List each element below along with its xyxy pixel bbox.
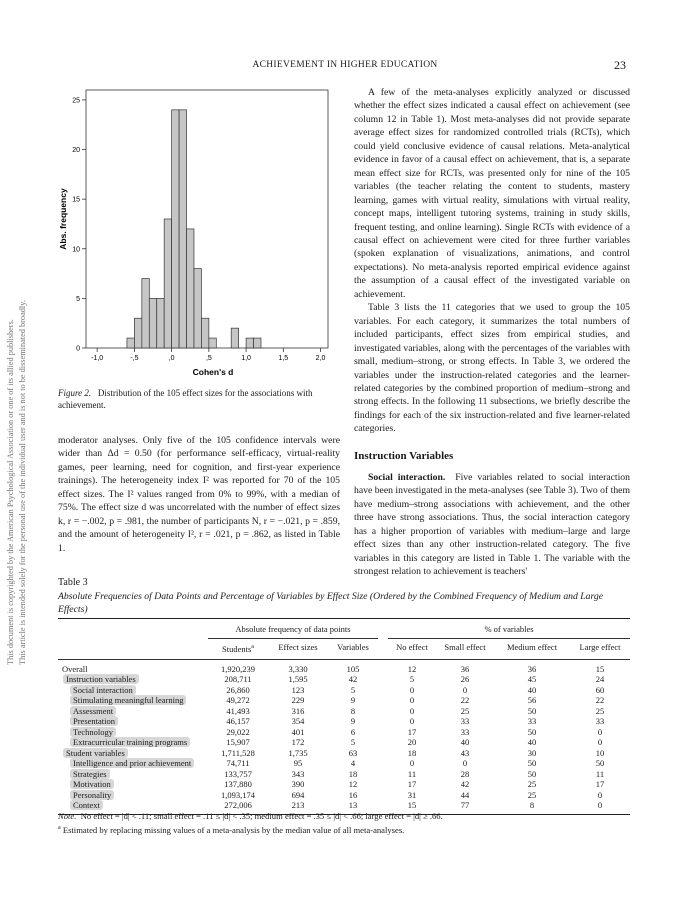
cell-no-effect: 20 [407, 737, 417, 748]
cell-variables: 12 [348, 779, 358, 790]
plot-frame [86, 90, 328, 348]
table-row [58, 716, 630, 727]
histogram-bar [231, 328, 238, 348]
row-label [58, 748, 208, 759]
histogram-bar [164, 219, 171, 348]
cell-no-effect: 17 [407, 779, 417, 790]
cell-effect-sizes: 354 [291, 716, 305, 727]
cell-variables: 13 [348, 800, 358, 811]
col-header-medium-effect: Medium effect [494, 638, 570, 659]
table-title: Absolute Frequencies of Data Points and Percentage of Variables by Effect Size (Ordered by the Combined Frequency of Medium and Large Effects) [58, 591, 604, 615]
figure-caption-text: Distribution of the 105 effect sizes for the associations with achievement. [58, 388, 313, 410]
right-paragraph-3-text: Five variables related to social interaction have been investigated in the meta-analyses (see Table 3). Two of them have medium–strong associations with achievement, and the other three have strong associations. Thus, the social interaction category has a higher proportion of variables with medium–large and large effect sizes than any other instruction-related category. The five variables in this category are listed in Table 1. The variable with the strongest relation to achievement is teachers' [354, 471, 630, 577]
cell-large-effect: 22 [595, 695, 605, 706]
figure-caption [58, 387, 340, 411]
cell-large-effect: 17 [595, 779, 605, 790]
cell-small-effect: 77 [460, 800, 470, 811]
cell-effect-sizes: 1,735 [288, 747, 308, 758]
cell-students: 15,907 [226, 737, 250, 748]
spacer-cell [378, 758, 388, 769]
row-label [58, 737, 208, 748]
row-label [58, 685, 208, 696]
histogram-bar [254, 338, 261, 348]
x-tick-label: -1,0 [91, 355, 104, 362]
cell-students: 41,493 [226, 705, 250, 716]
spacer-cell [378, 659, 388, 674]
cell-effect-sizes: 694 [291, 789, 305, 800]
spacer-cell [378, 716, 388, 727]
cell-effect-sizes: 316 [291, 705, 305, 716]
table-row [58, 706, 630, 717]
cell-students: 29,022 [226, 726, 250, 737]
cell-large-effect: 0 [597, 737, 603, 748]
x-tick-label: ,0 [168, 355, 175, 362]
cell-variables: 4 [350, 758, 356, 769]
cell-effect-sizes: 343 [291, 768, 305, 779]
histogram-bar [187, 229, 194, 348]
cell-variables: 18 [348, 768, 358, 779]
histogram-bar [142, 279, 149, 348]
cell-students: 1,920,239 [221, 663, 255, 674]
cell-students: 208,711 [224, 674, 252, 685]
x-tick-label: 1,0 [241, 355, 251, 362]
table-body [58, 659, 630, 814]
cell-variables: 105 [346, 663, 360, 674]
cell-no-effect: 0 [409, 684, 415, 695]
x-axis-label: Cohen's d [192, 367, 234, 377]
table-footnote [58, 823, 630, 836]
row-label [58, 659, 208, 674]
table-row [58, 779, 630, 790]
x-tick-label: 2,0 [315, 355, 326, 362]
x-tick-label: 1,5 [278, 355, 289, 362]
cell-students: 1,093,174 [221, 789, 255, 800]
spacer-cell [378, 695, 388, 706]
cell-medium-effect: 36 [527, 663, 537, 674]
row-label-text: Student variables [63, 748, 128, 758]
cell-effect-sizes: 1,595 [288, 674, 308, 685]
cell-medium-effect: 40 [527, 737, 537, 748]
cell-effect-sizes: 3,330 [288, 663, 308, 674]
running-head: ACHIEVEMENT IN HIGHER EDUCATION [252, 60, 438, 70]
cell-effect-sizes: 401 [291, 726, 305, 737]
cell-medium-effect: 50 [527, 726, 537, 737]
row-label-text: Overall [62, 663, 88, 674]
cell-medium-effect: 50 [527, 758, 537, 769]
y-tick-label: 5 [76, 295, 80, 303]
cell-students: 1,711,528 [221, 747, 255, 758]
copyright-notice [4, 250, 40, 670]
cell-students: 26,860 [226, 684, 250, 695]
row-label [58, 716, 208, 727]
note-label: Note. [58, 811, 77, 821]
cell-students: 49,272 [226, 695, 250, 706]
y-tick-label: 10 [72, 246, 80, 254]
cell-effect-sizes: 390 [291, 779, 305, 790]
table-3 [58, 618, 630, 815]
cell-large-effect: 0 [597, 726, 603, 737]
cell-large-effect: 15 [595, 663, 605, 674]
cell-no-effect: 0 [409, 695, 415, 706]
table-row [58, 659, 630, 674]
cell-large-effect: 24 [595, 674, 605, 685]
table-number: Table 3 [58, 577, 88, 588]
table-note [58, 811, 630, 836]
y-axis-label: Abs. frequency [58, 188, 68, 250]
col-header-effect-sizes: Effect sizes [268, 638, 328, 659]
histogram-bar [172, 110, 179, 348]
table-row [58, 737, 630, 748]
cell-no-effect: 31 [407, 789, 417, 800]
y-tick-label: 25 [72, 97, 80, 105]
table-row [58, 769, 630, 780]
cell-medium-effect: 50 [527, 768, 537, 779]
table-column-header-row [58, 638, 630, 659]
cell-small-effect: 22 [460, 695, 470, 706]
cell-effect-sizes: 213 [291, 800, 305, 811]
row-label-text: Social interaction [70, 685, 136, 695]
figure-2 [58, 84, 338, 384]
spacer-cell [378, 737, 388, 748]
cell-small-effect: 33 [460, 726, 470, 737]
table-row [58, 685, 630, 696]
cell-small-effect: 28 [460, 768, 470, 779]
cell-small-effect: 36 [460, 663, 470, 674]
cell-variables: 9 [350, 695, 356, 706]
cell-effect-sizes: 95 [293, 758, 303, 769]
spacer-cell [378, 748, 388, 759]
cell-effect-sizes: 172 [291, 737, 305, 748]
col-header-no-effect: No effect [388, 638, 436, 659]
copyright-notice-line-2: This article is intended solely for the personal use of the individual user and is not to be disseminated broadly. [18, 300, 27, 665]
cell-students: 272,006 [224, 800, 252, 811]
histogram-bar [201, 318, 208, 348]
row-label-text: Instruction variables [63, 674, 139, 684]
cell-large-effect: 11 [595, 768, 605, 779]
right-paragraph-1: A few of the meta-analyses explicitly analyzed or discussed whether the effect sizes indicated a causal effect on achievement (see column 12 in Table 1). Most meta-analyses did not provide separate average effect sizes for randomized controlled trials (RCTs), which could yield conclusive evidence of causal relations. Meta-analytical evidence in favor of a causal effect on achievement, that is, a separate mean effect size for RCTs, was presented only for nine of the 105 variables (the teacher relating the content to students, mastery learning, games with virtual reality, simulations with virtual reality, concept maps, intelligent tutoring systems, training in study skills, frequent testing, and online learning). Single RCTs with evidence of a causal effect on achievement were cited for three further variables (spoken explanation of visualizations, animations, and control expectations). No meta-analysis reported empirical evidence against the assumption of a causal effect of the investigated variable on achievement. [354, 87, 630, 300]
cell-small-effect: 42 [460, 779, 470, 790]
row-label [58, 695, 208, 706]
row-label-text: Technology [70, 727, 116, 737]
row-label [58, 769, 208, 780]
note-text: No effect = |d| < .11; small effect = .11 ≤ |d| < .35; medium effect = .35 ≤ |d| < .66; large effect = |d| ≥ .66. [80, 811, 443, 821]
cell-small-effect: 43 [460, 747, 470, 758]
row-label-text: Context [70, 800, 103, 810]
right-paragraph-2: Table 3 lists the 11 categories that we used to group the 105 variables. For each category, it summarizes the total numbers of included participants, effect sizes from empirical studies, and investigated variables, along with the percentages of the variables with small, medium–strong, or strong effects. In Table 3, we ordered the variables under the instruction-related categories and the learner-related categories by the combined proportion of medium–strong and strong effects. In the following 11 subsections, we briefly describe the findings for each of the six instruction-related and five learner-related categories. [354, 302, 630, 435]
spacer-cell [378, 769, 388, 780]
histogram-bar [209, 338, 216, 348]
spacer-cell [378, 685, 388, 696]
cell-students: 137,880 [224, 779, 252, 790]
cell-variables: 16 [348, 789, 358, 800]
cell-large-effect: 0 [597, 789, 603, 800]
row-label [58, 706, 208, 717]
cell-small-effect: 25 [460, 705, 470, 716]
cell-no-effect: 11 [407, 768, 417, 779]
cell-variables: 9 [350, 716, 356, 727]
cell-variables: 42 [348, 674, 358, 685]
histogram-bar [246, 338, 253, 348]
spacer-cell [378, 779, 388, 790]
cell-no-effect: 0 [409, 705, 415, 716]
row-label-text: Strategies [70, 769, 110, 779]
cell-medium-effect: 40 [527, 684, 537, 695]
cell-variables: 5 [350, 684, 356, 695]
row-label-text: Extracurricular training programs [70, 737, 190, 747]
spacer-cell [378, 727, 388, 738]
spacer-cell [378, 790, 388, 801]
histogram-bar [179, 110, 186, 348]
cell-no-effect: 18 [407, 747, 417, 758]
cell-small-effect: 26 [460, 674, 470, 685]
row-label-text: Assessment [70, 706, 116, 716]
figure-caption-label: Figure 2. [58, 388, 92, 398]
cell-medium-effect: 45 [527, 674, 537, 685]
cell-students: 46,157 [226, 716, 250, 727]
row-label-text: Intelligence and prior achievement [70, 758, 194, 768]
row-label [58, 758, 208, 769]
copyright-notice-line-1: This document is copyrighted by the American Psychological Association or one of its allied publishers. [6, 319, 15, 665]
row-label-text: Motivation [70, 779, 114, 789]
table-row [58, 748, 630, 759]
cell-large-effect: 60 [595, 684, 605, 695]
cell-variables: 8 [350, 705, 356, 716]
cell-large-effect: 33 [595, 716, 605, 727]
group-header-frequency: Absolute frequency of data points [208, 619, 378, 639]
histogram-bar [194, 269, 201, 348]
row-label-text: Stimulating meaningful learning [70, 695, 186, 705]
cell-small-effect: 0 [462, 684, 468, 695]
footnote-mark: a [58, 824, 61, 831]
section-heading: Instruction Variables [354, 449, 454, 462]
col-header-large-effect: Large effect [570, 638, 630, 659]
row-label-text: Personality [70, 790, 114, 800]
page-number: 23 [614, 58, 626, 72]
cell-variables: 6 [350, 726, 356, 737]
row-label [58, 674, 208, 685]
histogram-chart [58, 84, 338, 384]
cell-effect-sizes: 229 [291, 695, 305, 706]
col-header-small-effect: Small effect [436, 638, 494, 659]
table-row [58, 674, 630, 685]
row-label [58, 779, 208, 790]
cell-medium-effect: 8 [529, 800, 535, 811]
histogram-bar [149, 298, 156, 348]
cell-variables: 5 [350, 737, 356, 748]
y-tick-label: 15 [72, 196, 80, 204]
row-label [58, 727, 208, 738]
histogram-bar [127, 338, 134, 348]
cell-medium-effect: 25 [527, 779, 537, 790]
left-paragraph: moderator analyses. Only five of the 105 confidence intervals were wider than Δd = 0.50 (for performance self-efficacy, virtual-reality games, peer learning, need for cognition, and first-year experience trainings). The heterogeneity index I² was reported for 70 of the 105 effect sizes. The I² values ranged from 0% to 99%, with a median of 75%. The effect size d was uncorrelated with the number of effect sizes k, r = −.002, p = .981, the number of participants N, r = −.021, p = .859, and the amount of heterogeneity I², r = .021, p = .862, as listed in Table 1. [58, 435, 340, 554]
cell-medium-effect: 50 [527, 705, 537, 716]
cell-medium-effect: 25 [527, 789, 537, 800]
cell-large-effect: 50 [595, 758, 605, 769]
run-in-heading: Social interaction. [368, 471, 446, 483]
cell-small-effect: 44 [460, 789, 470, 800]
cell-small-effect: 33 [460, 716, 470, 727]
cell-small-effect: 0 [462, 758, 468, 769]
table-row [58, 695, 630, 706]
cell-effect-sizes: 123 [291, 684, 305, 695]
cell-medium-effect: 30 [527, 747, 537, 758]
left-column [58, 434, 340, 555]
cell-large-effect: 0 [597, 800, 603, 811]
cell-no-effect: 12 [407, 663, 417, 674]
table-note-line [58, 811, 630, 823]
col-header-variables: Variables [328, 638, 378, 659]
histogram-bar [134, 318, 141, 348]
footnote-text: Estimated by replacing missing values of a meta-analysis by the median value of all meta-analyses. [62, 824, 405, 835]
group-header-percent: % of variables [388, 619, 630, 639]
table-group-header-row [58, 619, 630, 639]
cell-medium-effect: 56 [527, 695, 537, 706]
table-row [58, 727, 630, 738]
right-column [354, 86, 630, 578]
x-tick-label: ,5 [205, 355, 212, 362]
histogram-bar [157, 298, 164, 348]
table-row [58, 790, 630, 801]
right-paragraph-3 [354, 471, 630, 579]
cell-medium-effect: 33 [527, 716, 537, 727]
cell-no-effect: 0 [409, 758, 415, 769]
cell-students: 133,757 [224, 768, 252, 779]
cell-no-effect: 15 [407, 800, 417, 811]
cell-large-effect: 10 [595, 747, 605, 758]
table-row [58, 758, 630, 769]
y-tick-label: 20 [72, 147, 80, 155]
spacer-cell [378, 706, 388, 717]
x-tick-label: -,5 [130, 355, 139, 362]
spacer-cell [378, 674, 388, 685]
y-tick-label: 0 [76, 345, 80, 353]
students-superscript: a [251, 643, 254, 650]
cell-variables: 63 [348, 747, 358, 758]
cell-no-effect: 0 [409, 716, 415, 727]
cell-large-effect: 25 [595, 705, 605, 716]
cell-no-effect: 5 [409, 674, 415, 685]
row-label [58, 790, 208, 801]
cell-small-effect: 40 [460, 737, 470, 748]
cell-no-effect: 17 [407, 726, 417, 737]
cell-students: 74,711 [226, 758, 250, 769]
row-label-text: Presentation [70, 716, 118, 726]
col-header-students: Students$^a$ [208, 638, 268, 659]
